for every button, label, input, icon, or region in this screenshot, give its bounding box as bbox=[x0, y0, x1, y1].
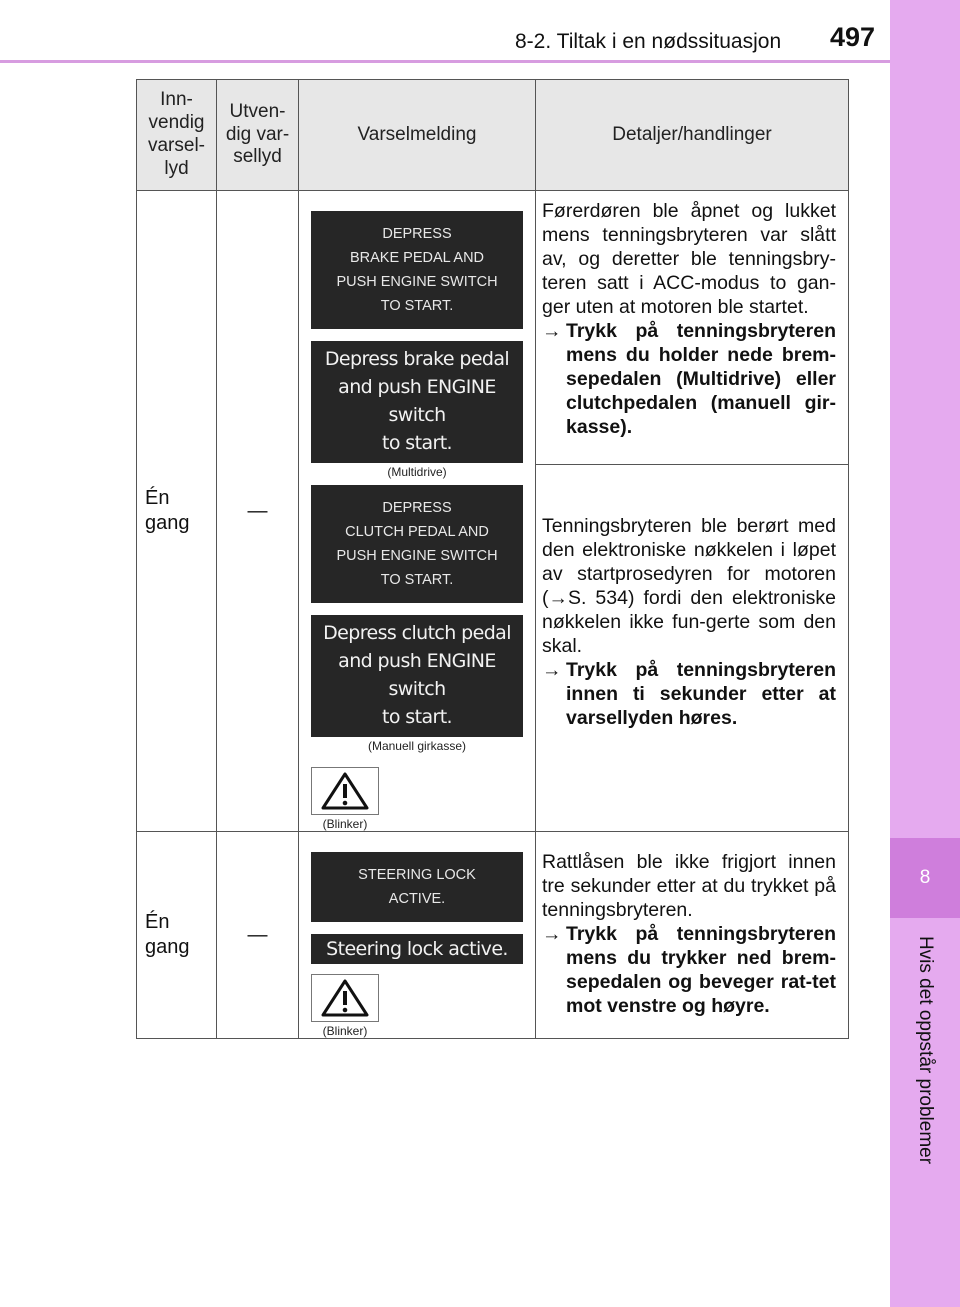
header-rule bbox=[0, 60, 890, 63]
warning-triangle-icon bbox=[311, 974, 379, 1022]
display-message-mixed: Steering lock active. bbox=[311, 934, 523, 964]
details-cell bbox=[536, 465, 849, 832]
display-message-caps: DEPRESS CLUTCH PEDAL AND PUSH ENGINE SWITCH TO START. bbox=[311, 485, 523, 603]
chapter-number-badge: 8 bbox=[890, 838, 960, 918]
icon-caption: (Blinker) bbox=[322, 1024, 368, 1038]
arrow-icon: → bbox=[542, 923, 562, 945]
warning-triangle-icon bbox=[311, 767, 379, 815]
interior-sound-cell: Én gang bbox=[137, 191, 217, 832]
display-message-caps: DEPRESS BRAKE PEDAL AND PUSH ENGINE SWITCH TO START. bbox=[311, 211, 523, 329]
col-header-interior-sound: Inn- vendig varsel- lyd bbox=[137, 80, 217, 191]
detail-action: → Trykk på tenningsbryteren mens du holder nede brem-sepedalen (Multidrive) eller clutchpedalen (manuell gir-kasse). bbox=[542, 320, 836, 438]
chapter-side-label: Hvis det oppstår problemer bbox=[915, 935, 936, 1165]
page-number: 497 bbox=[830, 22, 876, 52]
table-row bbox=[137, 191, 849, 465]
detail-text: Førerdøren ble åpnet og lukket mens tenningsbryteren var slått av, og deretter ble tenningsbry-teren satt i ACC-modus to gan-ger uten at motoren ble startet. bbox=[542, 200, 836, 318]
display-message-caps: STEERING LOCK ACTIVE. bbox=[311, 852, 523, 922]
col-header-exterior-sound: Utven- dig var- sellyd bbox=[217, 80, 299, 191]
display-message-mixed: Depress clutch pedal and push ENGINE switch to start. bbox=[311, 615, 523, 737]
arrow-icon: → bbox=[542, 320, 562, 342]
detail-action: → Trykk på tenningsbryteren mens du trykker ned brem-sepedalen og beveger rat-tet mot venstre og høyre. bbox=[542, 923, 836, 1017]
exterior-sound-cell: — bbox=[217, 832, 299, 1039]
icon-caption: (Blinker) bbox=[322, 817, 368, 831]
detail-text: Tenningsbryteren ble berørt med den elektroniske nøkkelen i løpet av startprosedyren for motoren (→S. 534) fordi den elektroniske nøkkelen ikke fun-gerte som den skal. bbox=[542, 515, 836, 658]
display-caption: (Multidrive) bbox=[387, 465, 447, 479]
warning-table bbox=[136, 79, 849, 1039]
table-header-row bbox=[137, 80, 849, 191]
warning-message-cell bbox=[299, 832, 536, 1039]
col-header-details: Detaljer/handlinger bbox=[536, 80, 849, 191]
detail-text: Rattlåsen ble ikke frigjort innen tre sekunder etter at du trykket på tenningsbryteren. bbox=[542, 851, 836, 921]
details-cell bbox=[536, 191, 849, 465]
col-header-warning-message: Varselmelding bbox=[299, 80, 536, 191]
table-row bbox=[137, 832, 849, 1039]
display-message-mixed: Depress brake pedal and push ENGINE switch to start. bbox=[311, 341, 523, 463]
interior-sound-cell: Én gang bbox=[137, 832, 217, 1039]
exterior-sound-cell: — bbox=[217, 191, 299, 832]
detail-action: → Trykk på tenningsbryteren innen ti sekunder etter at varsellyden høres. bbox=[542, 659, 836, 730]
warning-message-cell bbox=[299, 191, 536, 832]
display-caption: (Manuell girkasse) bbox=[367, 739, 467, 753]
details-cell bbox=[536, 832, 849, 1039]
header-title: 8-2. Tiltak i en nødssituasjon bbox=[515, 30, 782, 53]
arrow-icon: → bbox=[542, 659, 562, 682]
